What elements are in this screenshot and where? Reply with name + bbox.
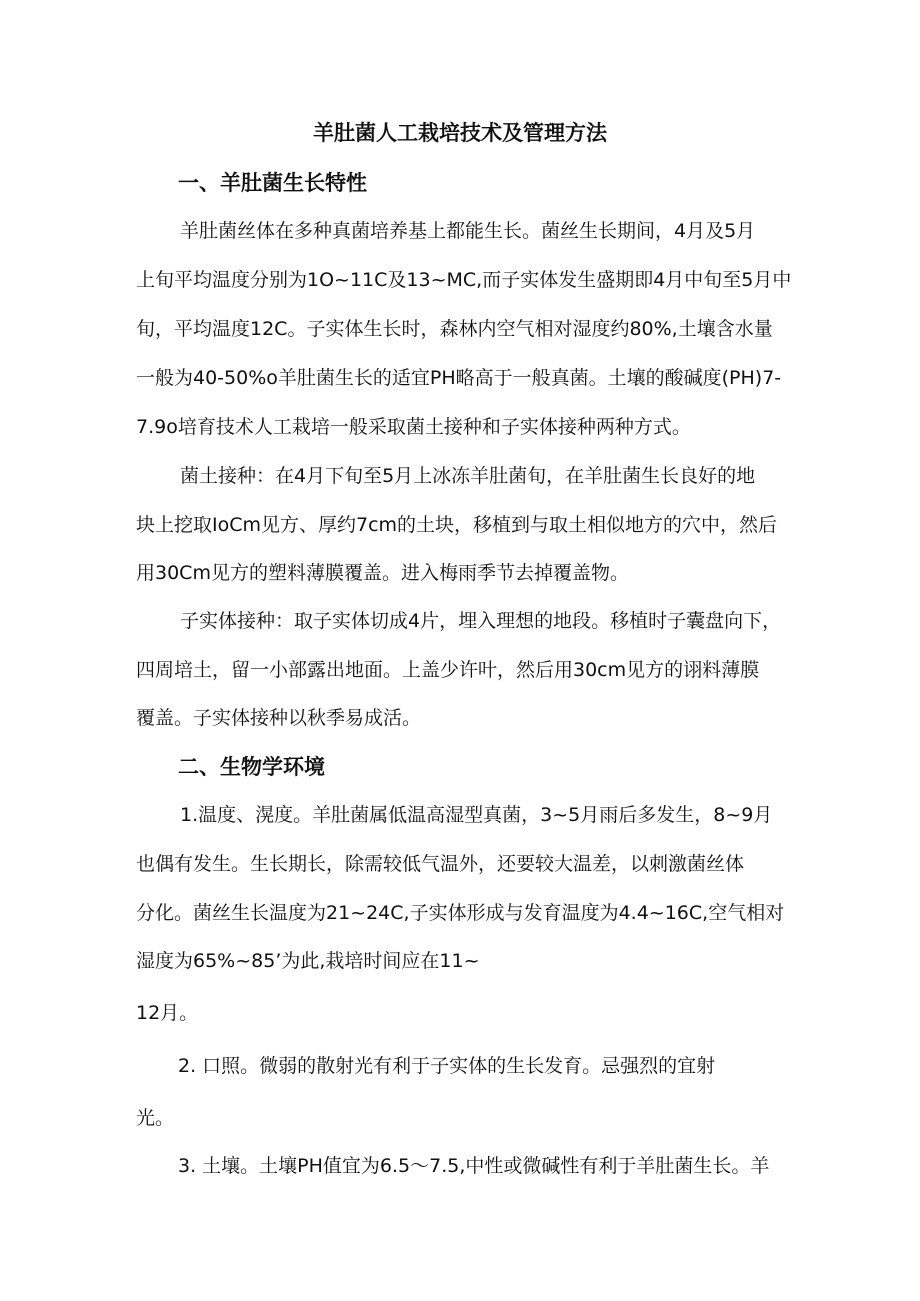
paragraph-line: 湿度为65%~85’为此,栽培时间应在11~: [136, 950, 480, 972]
paragraph-line: 用30Cm见方的塑料薄膜覆盖。进入梅雨季节去掉覆盖物。: [136, 562, 629, 584]
document-title: 羊肚菌人工栽培技术及管理方法: [313, 121, 607, 145]
paragraph-line: 7.9o培育技术人工栽培一般采取菌土接种和子实体接种两种方式。: [136, 416, 691, 438]
paragraph-line: 四周培土，留一小部露出地面。上盖少许叶，然后用30cm见方的诩料薄膜: [136, 659, 760, 681]
paragraph-line: 覆盖。子实体接种以秋季易成活。: [136, 707, 422, 729]
paragraph-line: 1.温度、滉度。羊肚菌属低温高湿型真菌，3~5月雨后多发生，8~9月: [180, 804, 773, 826]
paragraph-line: 块上挖取IoCm见方、厚约7cm的土块，移植到与取土相似地方的穴中，然后: [136, 514, 778, 536]
paragraph-line: 12月。: [136, 1002, 199, 1024]
paragraph-line: 旬，平均温度12C。子实体生长时，森林内空气相对湿度约80%,土壤含水量: [136, 318, 773, 340]
paragraph-line: 子实体接种：取子实体切成4片，埋入理想的地段。移植时子囊盘向下，: [180, 610, 782, 632]
paragraph-line: 上旬平均温度分别为1O~11C及13~MC,而子实体发生盛期即4月中旬至5月中: [136, 269, 792, 291]
section-heading-growth-characteristics: 一、羊肚菌生长特性: [178, 171, 367, 195]
paragraph-line: 2. 口照。微弱的散射光有利于子实体的生长发育。忌强烈的宜射: [178, 1055, 716, 1077]
paragraph-line: 菌土接种：在4月下旬至5月上冰冻羊肚菌旬，在羊肚菌生长良好的地: [180, 465, 756, 487]
paragraph-line: 也偶有发生。生长期长，除需较低气温外，还要较大温差，以刺激菌丝体: [136, 853, 745, 875]
paragraph-line: 分化。菌丝生长温度为21~24C,子实体形成与发育温度为4.4~16C,空气相对: [136, 902, 785, 924]
paragraph-line: 光。: [136, 1107, 175, 1129]
paragraph-line: 3. 土壤。土壤PH值宜为6.5～7.5,中性或微碱性有利于羊肚菌生长。羊: [178, 1155, 770, 1177]
paragraph-line: 一般为40-50%o羊肚菌生长的适宜PH略高于一般真菌。土壤的酸碱度(PH)7-: [136, 367, 782, 389]
section-heading-biological-environment: 二、生物学环境: [178, 755, 325, 779]
paragraph-line: 羊肚菌丝体在多种真菌培养基上都能生长。菌丝生长期间，4月及5月: [180, 220, 756, 242]
